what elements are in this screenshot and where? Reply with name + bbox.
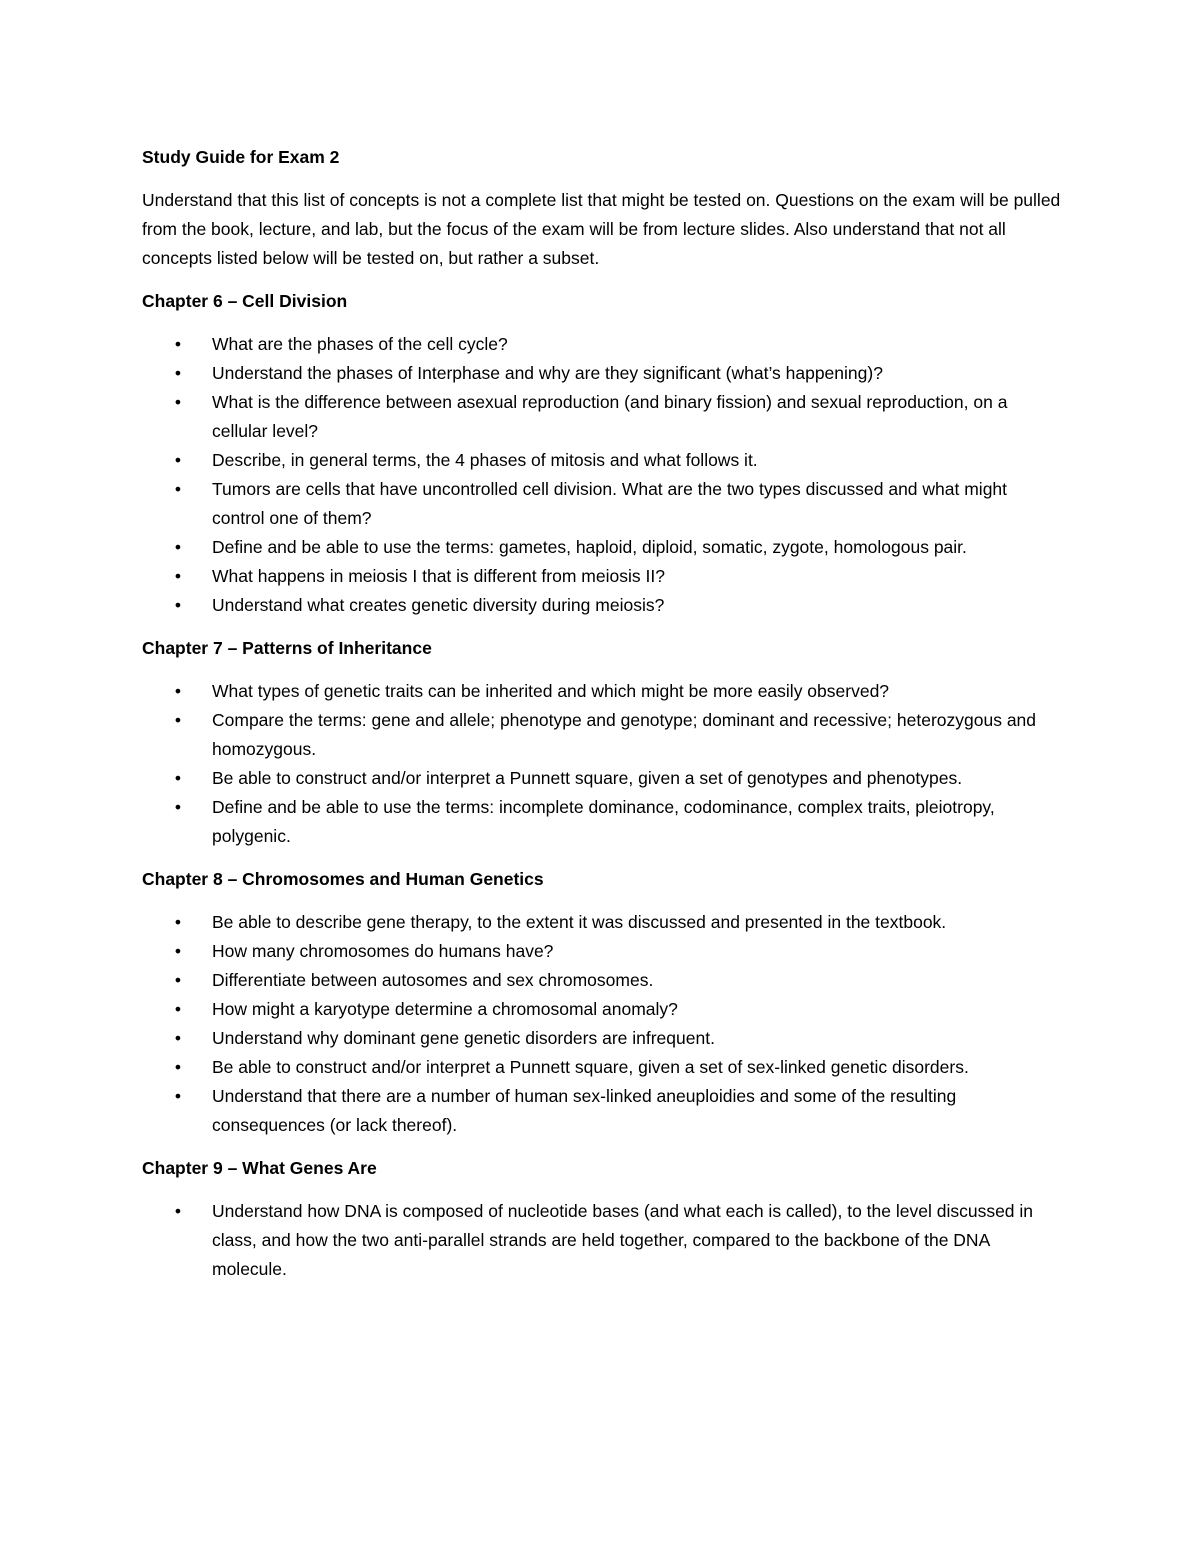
chapter-section	[142, 1154, 1062, 1284]
list-item-text: Understand that there are a number of human sex-linked aneuploidies and some of the resulting consequences (or lack thereof).	[212, 1086, 957, 1135]
bullet-icon: •	[174, 797, 182, 817]
list-item-text: Understand how DNA is composed of nucleotide bases (and what each is called), to the level discussed in class, and how the two anti-parallel strands are held together, compared to the backbone of the DNA molecule.	[212, 1201, 1034, 1279]
list-item-text: How might a karyotype determine a chromosomal anomaly?	[212, 999, 678, 1019]
list-item	[142, 388, 1062, 446]
list-item	[142, 1053, 1062, 1082]
list-item	[142, 966, 1062, 995]
sections-container	[142, 287, 1062, 1284]
list-item	[142, 446, 1062, 475]
bullet-icon: •	[174, 334, 182, 354]
bullet-list	[142, 1197, 1062, 1284]
bullet-list	[142, 908, 1062, 1140]
list-item	[142, 533, 1062, 562]
list-item-text: How many chromosomes do humans have?	[212, 941, 554, 961]
bullet-icon: •	[174, 1057, 182, 1077]
list-item-text: What is the difference between asexual reproduction (and binary fission) and sexual reproduction, on a cellular level?	[212, 392, 1008, 441]
list-item-text: Be able to describe gene therapy, to the extent it was discussed and presented in the textbook.	[212, 912, 947, 932]
bullet-icon: •	[174, 768, 182, 788]
bullet-icon: •	[174, 537, 182, 557]
bullet-icon: •	[174, 566, 182, 586]
bullet-icon: •	[174, 999, 182, 1019]
bullet-icon: •	[174, 392, 182, 412]
list-item-text: Understand what creates genetic diversity during meiosis?	[212, 595, 665, 615]
list-item-text: Define and be able to use the terms: gametes, haploid, diploid, somatic, zygote, homologous pair.	[212, 537, 967, 557]
list-item	[142, 562, 1062, 591]
list-item	[142, 937, 1062, 966]
bullet-icon: •	[174, 595, 182, 615]
list-item-text: Be able to construct and/or interpret a Punnett square, given a set of genotypes and phenotypes.	[212, 768, 963, 788]
list-item-text: Tumors are cells that have uncontrolled cell division. What are the two types discussed and what might control one of them?	[212, 479, 1008, 528]
list-item-text: What happens in meiosis I that is different from meiosis II?	[212, 566, 665, 586]
bullet-list	[142, 677, 1062, 851]
chapter-section	[142, 865, 1062, 1140]
list-item	[142, 764, 1062, 793]
list-item-text: Understand why dominant gene genetic disorders are infrequent.	[212, 1028, 715, 1048]
list-item	[142, 706, 1062, 764]
section-heading: Chapter 7 – Patterns of Inheritance	[142, 638, 432, 658]
bullet-icon: •	[174, 941, 182, 961]
bullet-icon: •	[174, 479, 182, 499]
bullet-icon: •	[174, 450, 182, 470]
chapter-section	[142, 634, 1062, 851]
bullet-icon: •	[174, 1028, 182, 1048]
list-item	[142, 330, 1062, 359]
list-item-text: Differentiate between autosomes and sex chromosomes.	[212, 970, 654, 990]
list-item	[142, 908, 1062, 937]
section-heading: Chapter 8 – Chromosomes and Human Genetics	[142, 869, 544, 889]
bullet-icon: •	[174, 710, 182, 730]
bullet-list	[142, 330, 1062, 620]
bullet-icon: •	[174, 912, 182, 932]
list-item	[142, 359, 1062, 388]
bullet-icon: •	[174, 363, 182, 383]
list-item-text: Be able to construct and/or interpret a Punnett square, given a set of sex-linked genetic disorders.	[212, 1057, 969, 1077]
list-item	[142, 1197, 1062, 1284]
bullet-icon: •	[174, 1201, 182, 1221]
document-page	[142, 143, 1062, 1298]
bullet-icon: •	[174, 970, 182, 990]
list-item-text: Describe, in general terms, the 4 phases of mitosis and what follows it.	[212, 450, 758, 470]
list-item-text: What types of genetic traits can be inherited and which might be more easily observed?	[212, 681, 890, 701]
list-item-text: Understand the phases of Interphase and why are they significant (what’s happening)?	[212, 363, 883, 383]
list-item-text: Define and be able to use the terms: incomplete dominance, codominance, complex traits, pleiotropy, polygenic.	[212, 797, 995, 846]
list-item	[142, 793, 1062, 851]
list-item	[142, 591, 1062, 620]
document-title: Study Guide for Exam 2	[142, 147, 340, 167]
list-item-text: Compare the terms: gene and allele; phenotype and genotype; dominant and recessive; heterozygous and homozygous.	[212, 710, 1037, 759]
section-heading: Chapter 9 – What Genes Are	[142, 1158, 377, 1178]
bullet-icon: •	[174, 681, 182, 701]
list-item	[142, 677, 1062, 706]
list-item	[142, 1024, 1062, 1053]
bullet-icon: •	[174, 1086, 182, 1106]
list-item	[142, 475, 1062, 533]
intro-paragraph: Understand that this list of concepts is not a complete list that might be tested on. Questions on the exam will be pulled from the book, lecture, and lab, but the focus of the exam will be from lecture slides. Also understand that not all concepts listed below will be tested on, but rather a subset.	[142, 190, 1061, 268]
list-item	[142, 995, 1062, 1024]
chapter-section	[142, 287, 1062, 620]
list-item	[142, 1082, 1062, 1140]
section-heading: Chapter 6 – Cell Division	[142, 291, 348, 311]
list-item-text: What are the phases of the cell cycle?	[212, 334, 508, 354]
